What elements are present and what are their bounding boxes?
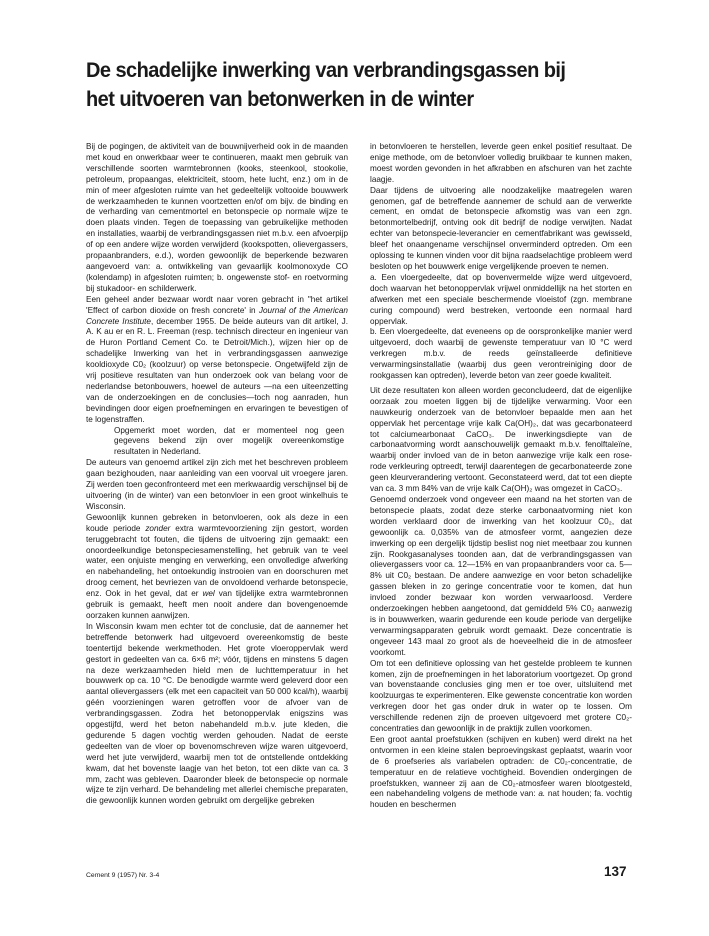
- paragraph: Genoemd onderzoek vond ongeveer een maand na het storten van de betonspecie plaats, zodat deze sterke carbonaatvorming niet kon worden verklaard door de inwerking van het koolzuur C0₂, dat gewoonlijk ca. 0,035% van de atmosfeer vormt, aangezien deze inwerking op een dergelijk tijdstip beslist nog niet meetbaar zou kunnen zijn. Rookgasanalyses toonden aan, dat de verbrandingsgassen van olievergassers voor ca. 12—15% en van propaanbranders voor ca. 5—8% uit C0₂ bestaan. De andere aanwezige en voor beton schadelijke gassen bleken in zo geringe concentratie voor te komen, dat hun invloed zonder bezwaar kon worden verwaarloosd. Verdere onderzoekingen hebben aangetoond, dat gemiddeld 5% C0₂ aanwezig is in bouwwerken, waarin gedurende een koude periode van dergelijke verwarmingsapparaten gebruik wordt gemaakt. Deze concentratie is ongeveer 143 maal zo groot als de hoeveelheid die in de atmosfeer voorkomt.: [370, 495, 632, 657]
- paragraph: In Wisconsin kwam men echter tot de conclusie, dat de aannemer het betreffende betonwerk had uitgevoerd overeenkomstig de beste toentertijd bekende werkmethoden. Het grote vloeroppervlak werd gestort in gedeelten van ca. 6×6 m²; vóór, tijdens en minstens 5 dagen na deze werkzaamheden hield men de luchttemperatuur in het bouwwerk op ca. 10 °C. De benodigde warmte werd geleverd door een aantal olievergassers (elk met een capaciteit van 50 000 kcal/h), waarbij géén voorzieningen waren getroffen voor de afvoer van de verbrandingsgassen. Zodra het betonoppervlak enigszins was opgestijfd, werd het beton nabehandeld m.b.v. jute kleden, die gedurende 5 dagen vochtig werden gehouden. Nadat de eerste gedeelten van de vloer op bovenomschreven wijze waren uitgevoerd, werd het jute verwijderd, waarbij men tot de ontstellende ontdekking kwam, dat het bovenste laagje van het beton, tot een dikte van ca. 3 mm, zacht was gebleven. Daaronder bleek de betonspecie op normale wijze te zijn verhard. De behandeling met allerlei chemische preparaten, die gewoonlijk kunnen worden gebruikt om dergelijke gebreken: [86, 621, 348, 806]
- paragraph-text: van tijdelijke extra warmtebronnen gebruik is gemaakt, heeft men nooit andere dan bovengenoemde oorzaken kunnen aanwijzen.: [86, 589, 348, 620]
- paragraph-text: Een groot aantal proefstukken (schijven en kuben) werd direkt na het ontvormen in een kleine stalen beproevingskast geplaatst, waarin voor de 6 proefseries als variabelen optraden: de C0₂-concentratie, de temperatuur en de relatieve vochtigheid. Bovendien ondergingen de proefstukken, wanneer zij aan de C0₂-atmosfeer waren blootgesteld, een nabehandeling volgens de methode van:: [370, 734, 632, 799]
- paragraph-text: Gewoonlijk kunnen gebreken in betonvloeren, ook als deze in een koude periode: [86, 512, 348, 533]
- paragraph: Daar tijdens de uitvoering alle noodzakelijke maatregelen waren genomen, gaf de betreffende aannemer de schuld aan de verwerkte cement, en omdat de betonspecie afkomstig was van een zgn. betonmortelbedrijf, ontving ook dit bedrijf de nodige verwijten. Nadat echter van betonspecie-leverancier en cementfabrikant was gewisseld, bleef het onaangename verschijnsel onverminderd optreden. Om een oplossing te kunnen vinden voor dit bijna raadselachtige probleem werd besloten op het bouwwerk enige vergelijkende proeven te nemen.: [370, 185, 632, 271]
- journal-citation: Cement 9 (1957) Nr. 3-4: [86, 872, 160, 879]
- title-line-2: het uitvoeren van betonwerken in de winter: [86, 87, 474, 111]
- paragraph: Uit deze resultaten kon alleen worden geconcludeerd, dat de eigenlijke oorzaak zou moeten liggen bij de tijdelijke verwarming. Voor een nauwkeurig onderzoek van de betonvloer bepaalde men aan het oppervlak het percentage vrije kalk Ca(OH)₂, dat was gecarbonateerd tot calciumearbonaat CaCO₃. De inwerkingsdiepte van de carbonaatvorming wordt aanschouwelijk gemaakt m.b.v. fenolftaleïne, waarbij onder invloed van de in beton aanwezige vrije kalk een rose-rode verkleuring optreedt, terwijl daarentegen de gecarbonateerde zone geen kleurverandering vertoont. Geconstateerd werd, dat tot een diepte van ca. 3 mm 84% van de vrije kalk Ca(OH)₂ was omgezet in CaCO₃.: [370, 385, 632, 494]
- page-title: [86, 56, 607, 114]
- emphasis: wel: [202, 589, 215, 599]
- paragraph-text: nat houden; fa. vochtig houden en beschermen: [370, 789, 633, 810]
- paragraph-text: extra warmtevoorziening zijn gestort, worden teruggebracht tot fouten, die tijdens de uitvoering zijn gemaakt: een onoordeelkundige betonspeciesamenstelling, het gebruik van te veel water, een onjuiste menging en verwerking, een onvolledige afwerking en nabehandeling, het ontoekundig instrooien van en doorschuren met droog cement, het bevriezen van de onvoldoend verharde betonspecie, enz. Ook in het geval, dat er: [86, 523, 348, 599]
- paragraph: in betonvloeren te herstellen, leverde geen enkel positief resultaat. De enige methode, om de betonvloer volledig bruikbaar te kunnen maken, moest worden gevonden in het afkrabben en afschuren van het zachte laagje.: [370, 142, 632, 184]
- journal-name: Journal of the American Concrete Institute: [86, 305, 348, 326]
- paragraph: a. Een vloergedeelte, dat op bovenvermelde wijze werd uitgevoerd, doch waarvan het betonoppervlak vrijwel onmiddellijk na het storten en afwerken met een speciale beschermende vloeistof (zgn. membrane curing compound) werd bestreken, vertoonde een normaal hard oppervlak.: [370, 272, 632, 326]
- emphasis: zonder: [145, 523, 171, 533]
- paragraph-text: Een geheel ander bezwaar wordt naar voren gebracht in "het artikel 'Effect of carbon dioxide on fresh concrete' in: [86, 294, 348, 315]
- paragraph: De auteurs van genoemd artikel zijn zich met het beschreven probleem gaan bezighouden, naar aanleiding van een voorval uit vroegere jaren. Zij werden toen geconfronteerd met een merkwaardig verschijnsel bij de uitvoering (in de winter) van een betonvloer in een groot winkelhuis te Wisconsin.: [86, 458, 348, 511]
- paragraph: [86, 513, 348, 622]
- paragraph: [86, 295, 348, 426]
- right-column: [370, 142, 632, 811]
- paragraph-text: , december 1955. De beide auteurs van dit artikel, J. A. K au er en R. L. Freeman (resp. technisch directeur en ingenieur van de Huron Portland Cement Co. te Detroit/Mich.), wijzen hier op de schadelijke Inwerking van het in verbrandingsgassen aanwezige kooldioxyde C0₂ (koolzuur) op verse betonspecie. Ongetwijfeld zijn de vrij positieve resultaten van hun onderzoek ook van belang voor de nederlandse betonbouwers, hoewel de auteurs —na een uiteenzetting van de onderzoekingen en de conclusies—toch nog aanraden, hun bevindingen door eigen proefnemingen en ervaringen te bevestigen of te logenstraffen.: [86, 316, 348, 424]
- paragraph: [370, 735, 632, 811]
- paragraph: b. Een vloergedeelte, dat eveneens op de oorspronkelijke manier werd uitgevoerd, doch waarbij de gewenste temperatuur van l0 °C werd verkregen m.b.v. de reeds geïnstalleerde definitieve verwarmingsinstallatie (waarbij dus geen verontreiniging door de rookgassen kan optreden), leverde beton van zeer goede kwaliteit.: [370, 327, 632, 381]
- title-line-1: De schadelijke inwerking van verbrandingsgassen bij: [86, 58, 566, 82]
- editorial-note: Opgemerkt moet worden, dat er momenteel nog geen gegevens bekend zijn over mogelijk overeenkomstige resultaten in Nederland.: [114, 425, 344, 457]
- left-column: [86, 142, 348, 807]
- paragraph: Om tot een definitieve oplossing van het gestelde probleem te kunnen komen, zijn de proefnemingen in het laboratorium voortgezet. Op grond van bovenstaande conclusies ging men er toe over, uitsluitend met koolzuurgas te experimenteren. Elke gewenste concentratie kon worden verkregen door het gas onder druk in water op te lossen. Om verschillende redenen zijn de proeven uitgevoerd met grotere C0₂-concentraties dan gewoonlijk in de praktijk zullen voorkomen.: [370, 658, 632, 734]
- emphasis: a.: [538, 789, 546, 799]
- paragraph: Bij de pogingen, de aktiviteit van de bouwnijverheid ook in de maanden met koud en onwerkbaar weer te continueren, maakt men gebruik van verschillende soorten warmtebronnen (kooks, steenkool, stookolie, petroleum, propaangas, elektriciteit, stoom, hete lucht, enz.) om in de min of meer afgesloten ruimte van het gedeeltelijk voltooide bouwwerk de werkzaamheden te kunnen voortzetten en/of om bijv. de binding en de verharding van cementmortel en betonspecie op normale wijze te doen plaats vinden. Tegen de toepassing van gebruikelijke methoden en installaties, waarbij de verbrandingsgassen niet m.b.v. een afvoerpijp of op een andere wijze worden verwijderd (kookspotten, olievergassers, propaanbranders, e.d.), worden gewoonlijk de beperkende bezwaren aangevoerd van: a. ontwikkeling van gevaarlijk koolmonoxyde CO (kolendamp) in afgesloten ruimten; b. ongewenste stof- en roetvorming bij stukadoor- en schilderwerk.: [86, 142, 348, 293]
- page-number: 137: [604, 864, 627, 879]
